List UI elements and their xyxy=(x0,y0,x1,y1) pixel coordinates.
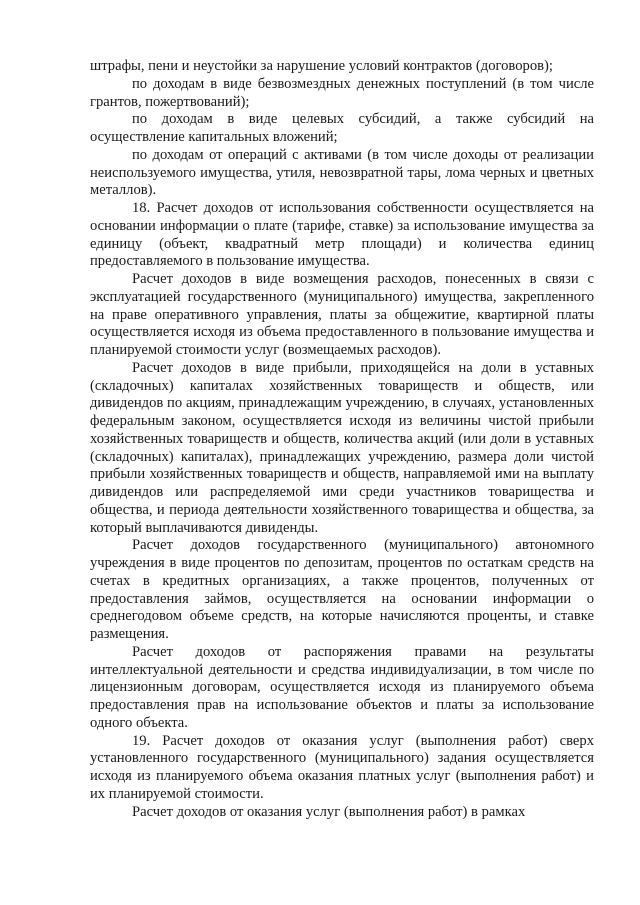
paragraph-intellectual-property: Расчет доходов от распоряжения правами на результаты интеллектуальной деятельности и средства индивидуализации, в том числе по лицензионным договорам, осуществляется исходя из планируемого объема предоставления прав на использование объектов и платы за использование одного объекта. xyxy=(90,643,594,731)
paragraph-18-property-income: 18. Расчет доходов от использования собственности осуществляется на основании информации о плате (тарифе, ставке) за использование имущества за единицу (объект, квадратный метр площади) и количества единиц предоставляемого в пользование имущества. xyxy=(90,200,594,270)
paragraph-expense-reimbursement: Расчет доходов в виде возмещения расходов, понесенных в связи с эксплуатацией государственного (муниципального) имущества, закрепленного на праве оперативного управления, платы за общежитие, квартирной платы осуществляется исходя из объема предоставленного в пользование имущества и планируемой стоимости услуг (возмещаемых расходов). xyxy=(90,271,594,358)
paragraph-deposit-interest: Расчет доходов государственного (муниципального) автономного учреждения в виде процентов по депозитам, процентов по остаткам средств на счетах в кредитных организациях, а также процентов, полученных от предоставления займов, осуществляется на основании информации о среднегодовом объеме средств, на которые начисляются проценты, и ставке размещения. xyxy=(90,537,594,642)
paragraph-19-services-above-assignment: 19. Расчет доходов от оказания услуг (выполнения работ) сверх установленного государственного (муниципального) задания осуществляется исходя из планируемого объема оказания платных услуг (выполнения работ) и их планируемой стоимости. xyxy=(90,732,594,802)
paragraph-profit-dividends: Расчет доходов в виде прибыли, приходящейся на доли в уставных (складочных) капиталах хозяйственных товариществ и обществ, или дивидендов по акциям, принадлежащим учреждению, в случаях, установленных федеральным законом, осуществляется исходя из величины чистой прибыли хозяйственных товариществ и обществ, количества акций (или доли в уставных (складочных) капиталах), принадлежащих учреждению, размера доли чистой прибыли хозяйственных товариществ и обществ, направляемой ими на выплату дивидендов или распределяемой ими среди участников товарищества и общества, и периода деятельности хозяйственного товарищества и общества, за который выплачиваются дивиденды. xyxy=(90,359,594,536)
paragraph-services-within: Расчет доходов от оказания услуг (выполнения работ) в рамках xyxy=(132,803,526,820)
paragraph-asset-operations: по доходам от операций с активами (в том числе доходы от реализации неиспользуемого имущества, утиля, невозвратной тары, лома черных и цветных металлов). xyxy=(90,146,594,199)
paragraph-gratuitous-receipts: по доходам в виде безвозмездных денежных поступлений (в том числе грантов, пожертвований); xyxy=(90,75,594,110)
paragraph-target-subsidies: по доходам в виде целевых субсидий, а также субсидий на осуществление капитальных вложений; xyxy=(90,111,594,145)
paragraph-fines: штрафы, пени и неустойки за нарушение условий контрактов (договоров); xyxy=(90,58,553,74)
